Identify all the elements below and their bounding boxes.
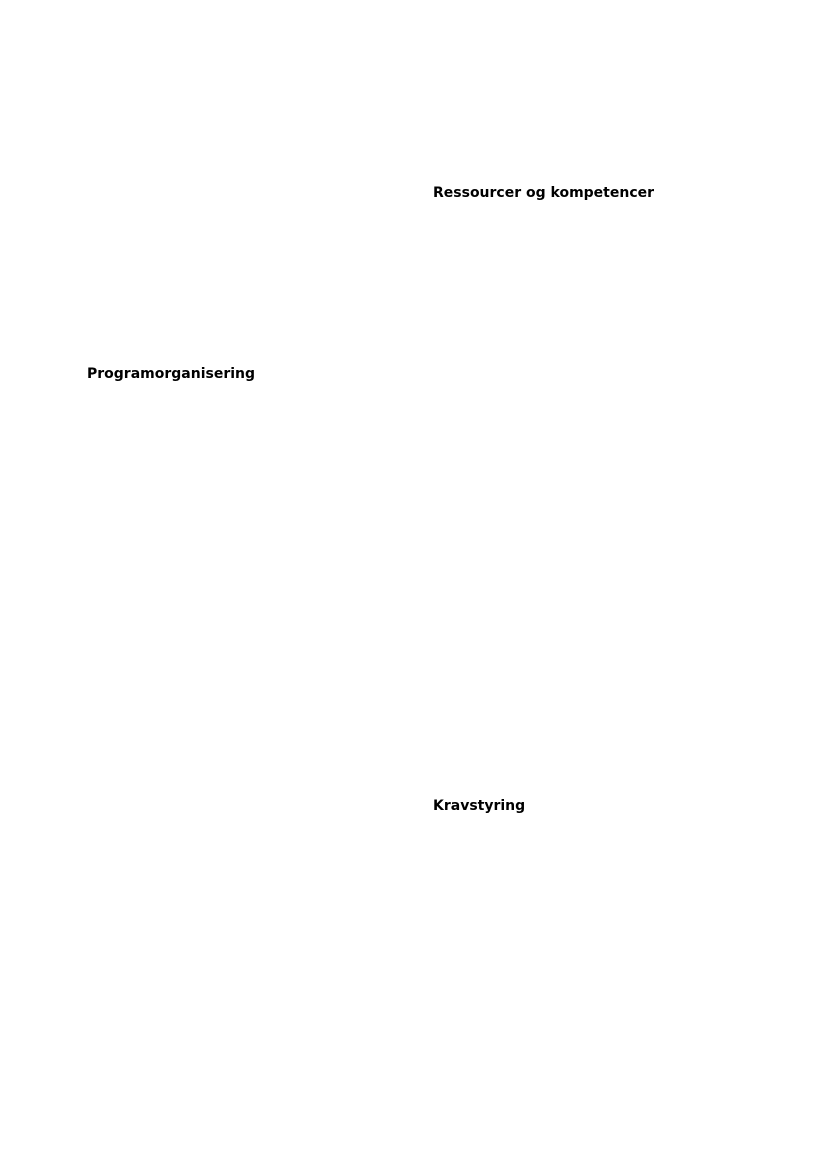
section-heading-resources: Ressourcer og kompetencer [433,185,655,201]
section-heading-program-organisation: Programorganisering [87,366,256,382]
section-heading-requirements: Kravstyring [433,798,526,814]
